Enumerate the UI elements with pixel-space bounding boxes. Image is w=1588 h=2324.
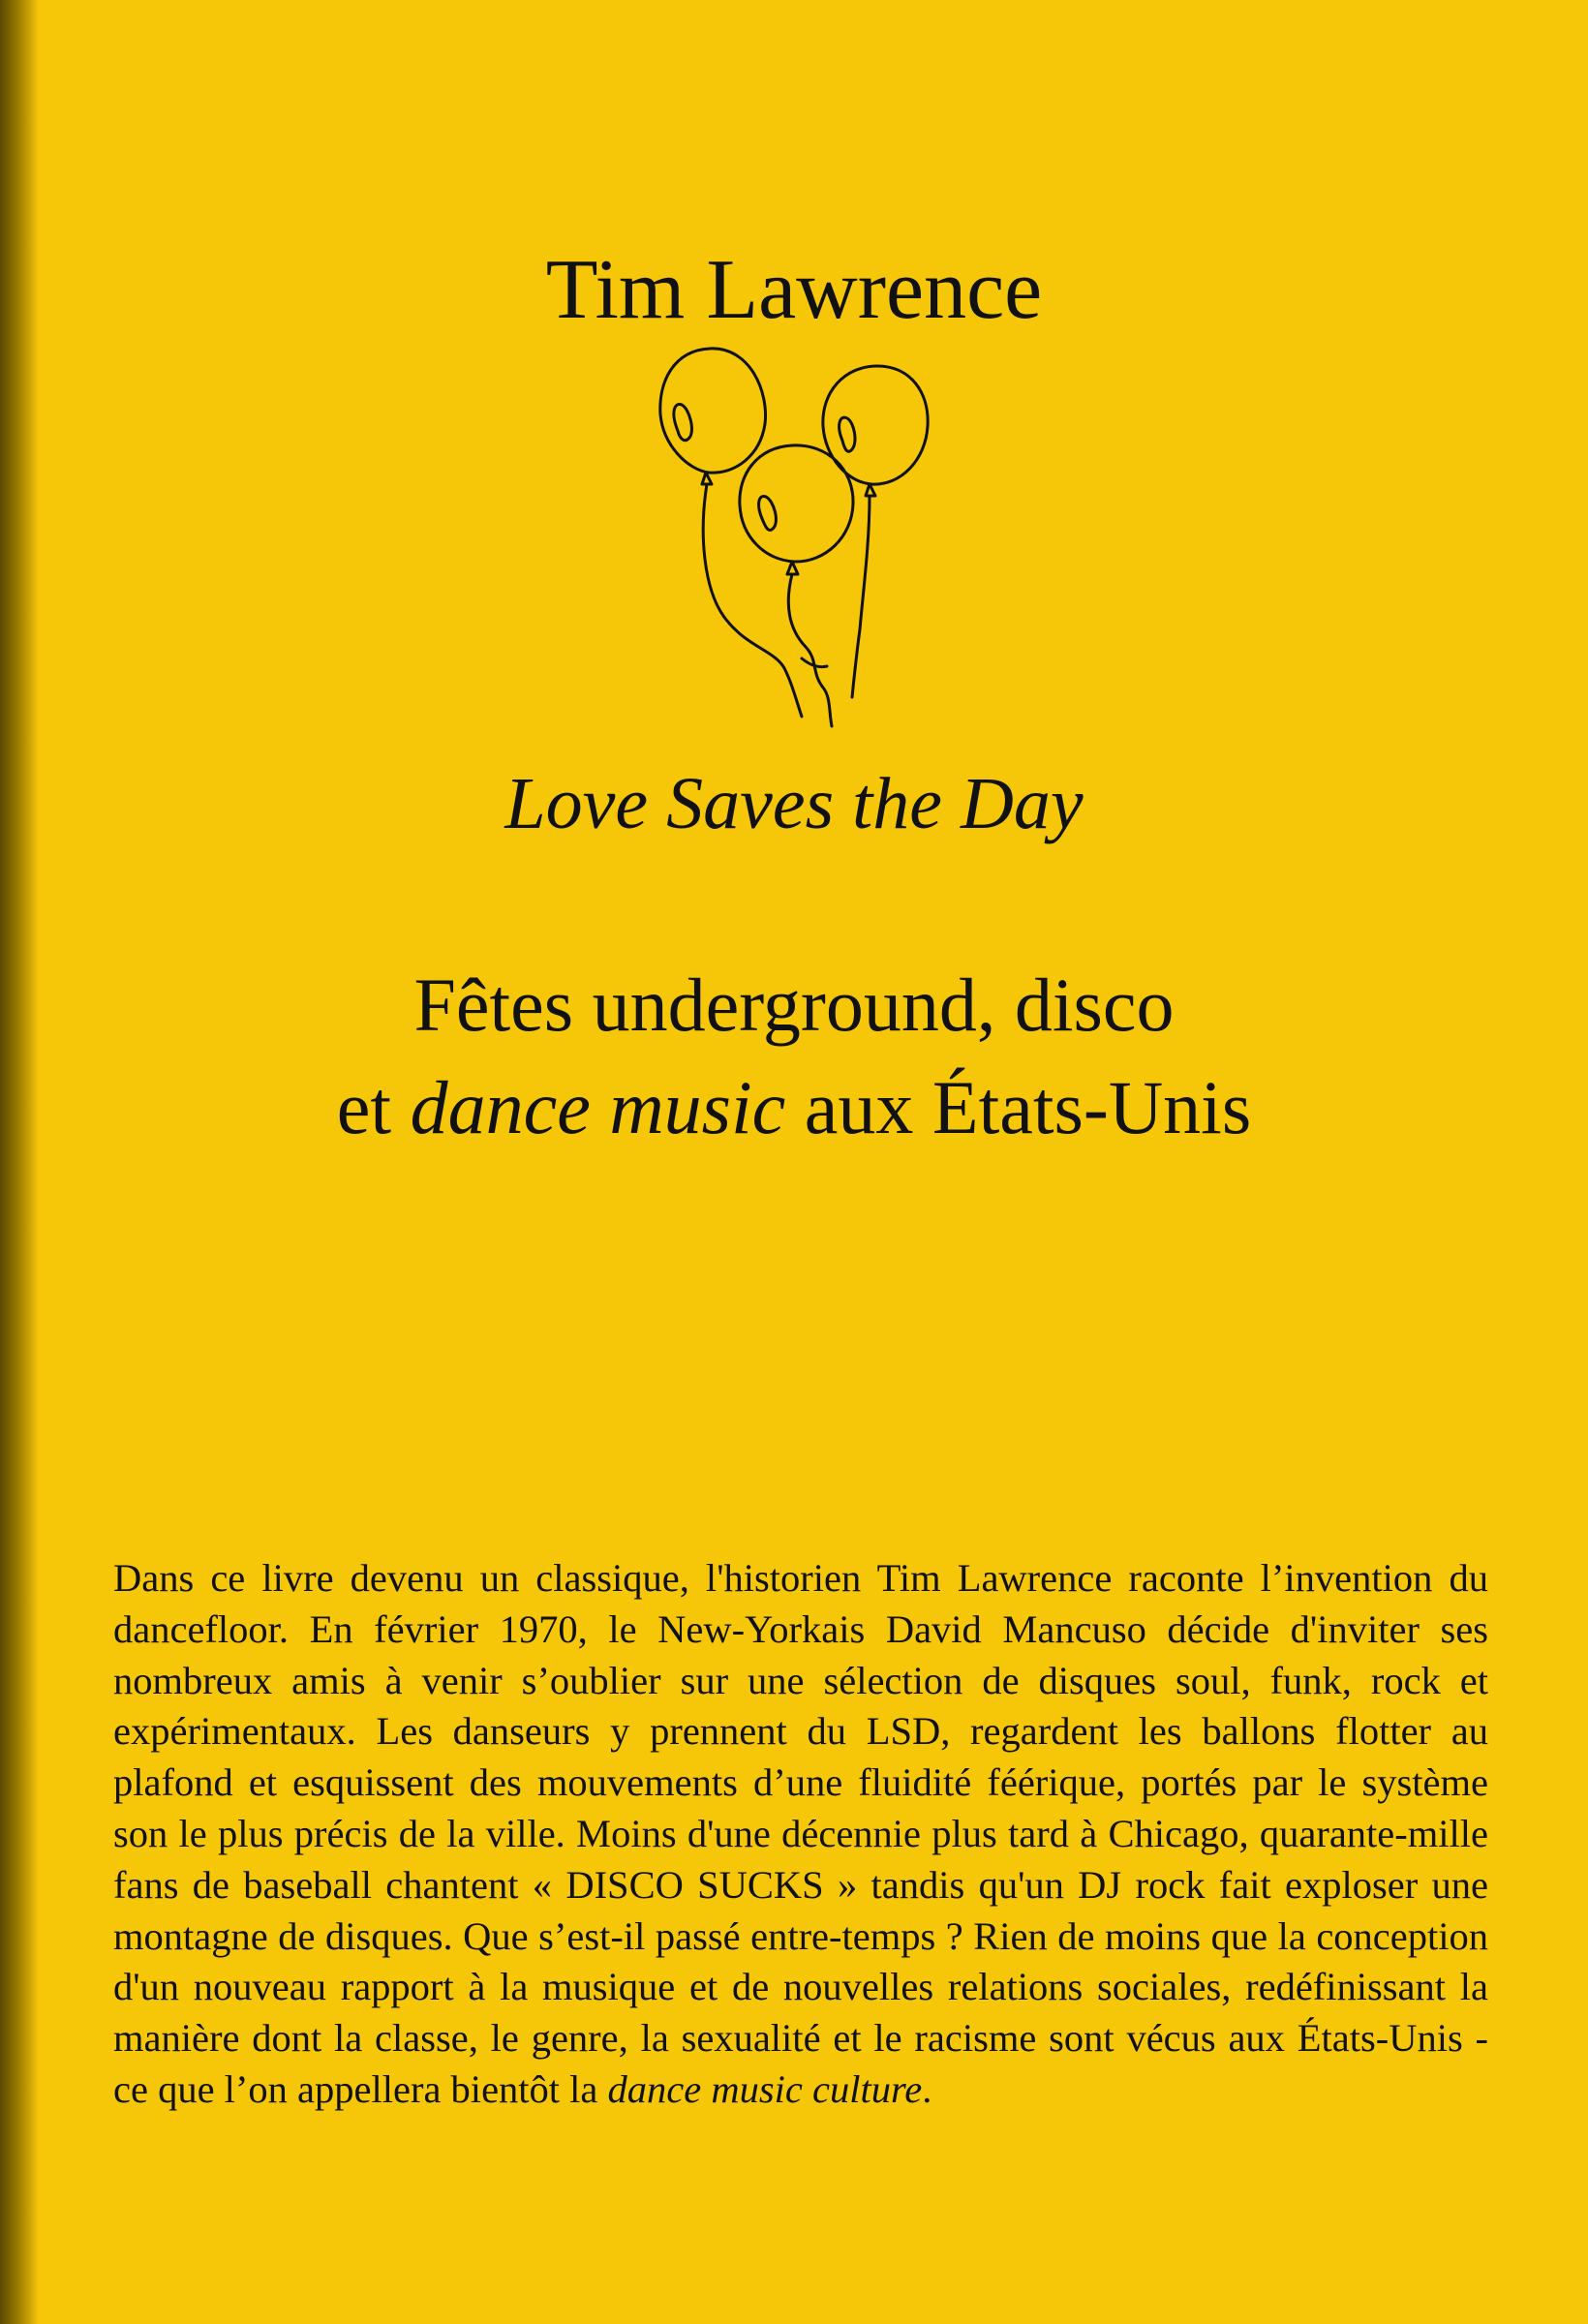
- blurb-italic-term: dance music culture: [607, 2066, 923, 2111]
- subtitle-line-1: Fêtes underground, disco: [413, 963, 1175, 1047]
- book-title: Love Saves the Day: [504, 763, 1084, 844]
- author-name: Tim Lawrence: [545, 243, 1043, 337]
- spine-shadow: [0, 0, 39, 2324]
- blurb-text: Dans ce livre devenu un classique, l'historien Tim Lawrence raconte l’invention du dancefloor. En février 1970, le New-Yorkais David Mancuso décide d'inviter ses nombreux amis à venir s’oublier sur une sélection de disques soul, funk, rock et expérimentaux. Les danseurs y prennent du LSD, regardent les ballons flotter au plafond et esquissent des mouvements d’une fluidité féérique, portés par le système son le plus précis de la ville. Moins d'une décennie plus tard à Chicago, quarante-mille fans de baseball chantent « DISCO SUCKS » tandis qu'un DJ rock fait exploser une montagne de disques. Que s’est-il passé entre-temps ? Rien de moins que la conception d'un nouveau rapport à la musique et de nouvelles relations sociales, redéfinissant la manière dont la classe, le genre, la sexualité et le racisme sont vécus aux États-Unis - ce que l’on appellera bientôt la: [113, 1556, 1488, 2111]
- blurb-final-punctuation: .: [922, 2066, 932, 2111]
- subtitle-line-2-suffix: aux États-Unis: [785, 1065, 1252, 1149]
- subtitle-line-2-prefix: et: [336, 1065, 411, 1149]
- three-balloons-icon: [639, 339, 949, 736]
- subtitle-line-2-italic: dance music: [410, 1065, 786, 1149]
- book-subtitle: [0, 954, 1588, 1159]
- back-cover-blurb: [113, 1553, 1488, 2116]
